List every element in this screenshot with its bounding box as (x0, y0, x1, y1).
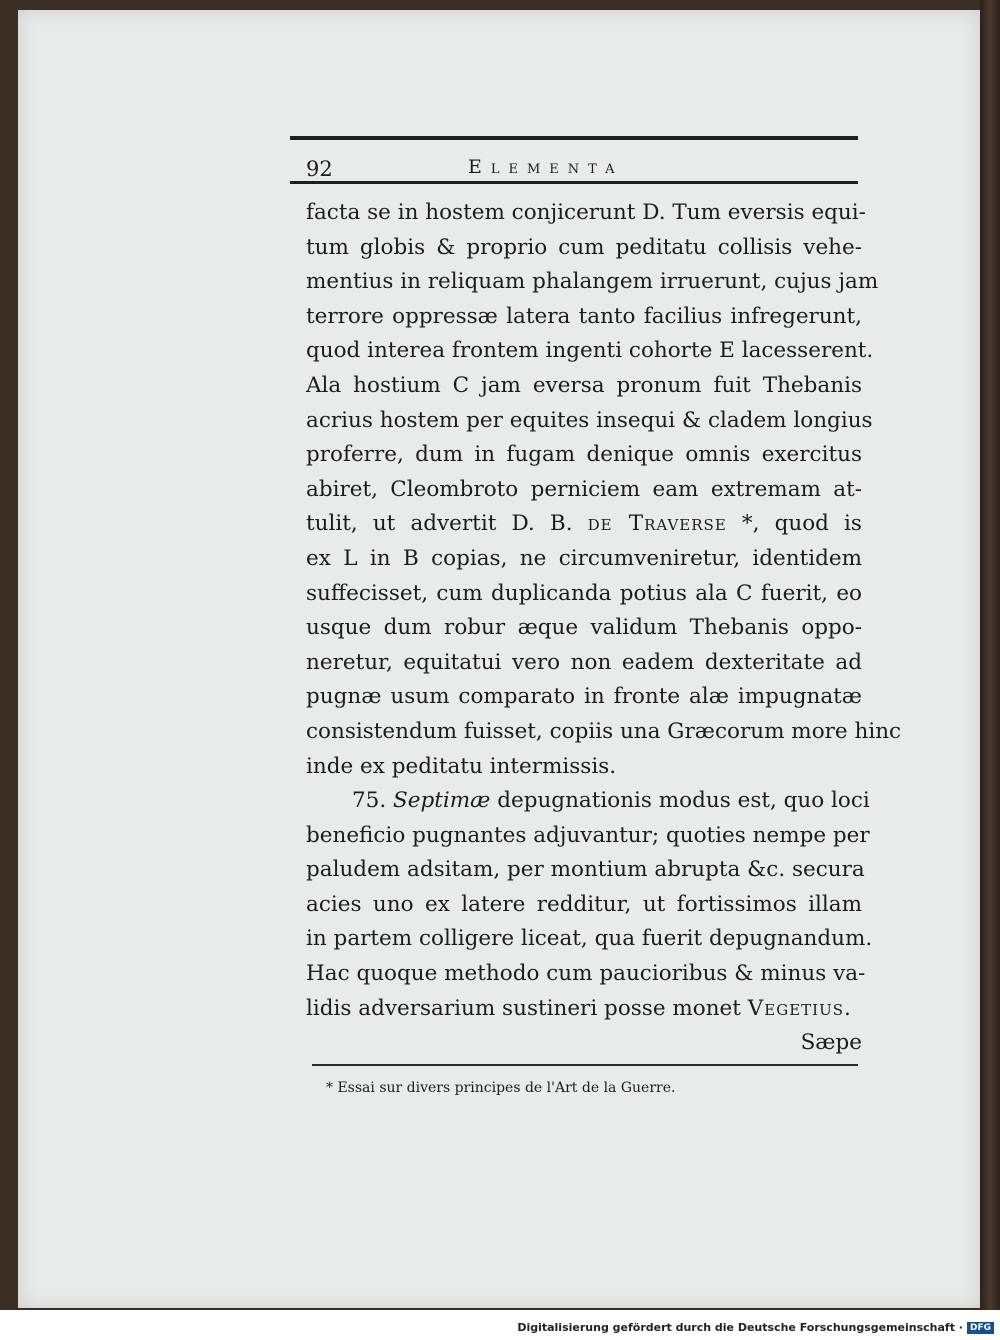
text-line: acrius hostem per equites insequi & cladem longius (306, 407, 873, 433)
funding-credit (517, 1321, 994, 1334)
text-line: facta se in hostem conjicerunt D. Tum eversis equi- (306, 200, 866, 225)
text-line: in partem colligere liceat, qua fuerit depugnandum. (306, 926, 873, 952)
text-line: suffecisset, cum duplicanda potius ala C fuerit, eo (306, 580, 862, 606)
text-line: Ala hostium C jam eversa pronum fuit Thebanis (306, 372, 862, 398)
author-name: de Traverse (587, 511, 727, 537)
footnote: * Essai sur divers principes de l'Art de la Guerre. (326, 1080, 676, 1096)
text-line: terrore oppressæ latera tanto facilius infregerunt, (306, 303, 862, 329)
running-head: Elementa (468, 156, 624, 178)
text-line: paludem adsitam, per montium abrupta &c. secura (306, 857, 865, 883)
text-line: quod interea frontem ingenti cohorte E lacesserent. (306, 338, 874, 364)
text-span: depugnationis modus est, quo loci (490, 788, 870, 814)
text-line: usque dum robur æque validum Thebanis oppo- (306, 615, 862, 641)
text-line: abiret, Cleombroto perniciem eam extremam at- (306, 476, 862, 502)
text-line: acies uno ex latere redditur, ut fortissimos illam (306, 891, 862, 917)
paragraph-75-start (306, 784, 870, 819)
text-line (306, 507, 862, 542)
credit-text: Digitalisierung gefördert durch die Deutsche Forschungsgemeinschaft · (517, 1321, 963, 1334)
text-line: consistendum fuisset, copiis una Græcorum more hinc (306, 718, 902, 744)
text-line: beneficio pugnantes adjuvantur; quoties nempe per (306, 822, 870, 848)
text-span: tulit, ut advertit D. B. (306, 511, 588, 537)
text-line: proferre, dum in fugam denique omnis exercitus (306, 442, 862, 468)
italic-term: Septimæ (393, 788, 491, 814)
header-rule-bottom (290, 181, 858, 184)
dfg-logo: DFG (967, 1322, 994, 1334)
header-rule-top (290, 136, 858, 140)
text-line (306, 992, 862, 1027)
text-line: neretur, equitatui vero non eadem dexteritate ad (306, 649, 862, 675)
text-line: tum globis & proprio cum peditatu collisis vehe- (306, 234, 862, 260)
text-line: pugnæ usum comparato in fronte alæ impugnatæ (306, 684, 862, 710)
page-number: 92 (306, 157, 333, 181)
text-line: ex L in B copias, ne circumveniretur, identidem (306, 545, 862, 571)
section-number: 75. (352, 788, 387, 814)
text-span: lidis adversarium sustineri posse monet (306, 995, 748, 1021)
body-text (306, 196, 902, 1061)
footnote-rule (312, 1064, 858, 1066)
text-line: inde ex peditatu intermissis. (306, 753, 617, 779)
book-edge (980, 0, 1000, 1310)
footnote-marker-text: *, quod is (726, 511, 862, 537)
catchword: Sæpe (800, 1030, 862, 1056)
author-name: Vegetius. (747, 995, 852, 1021)
text-line: mentius in reliquam phalangem irruerunt, cujus jam (306, 269, 879, 295)
text-line: Hac quoque methodo cum paucioribus & minus va- (306, 961, 866, 987)
